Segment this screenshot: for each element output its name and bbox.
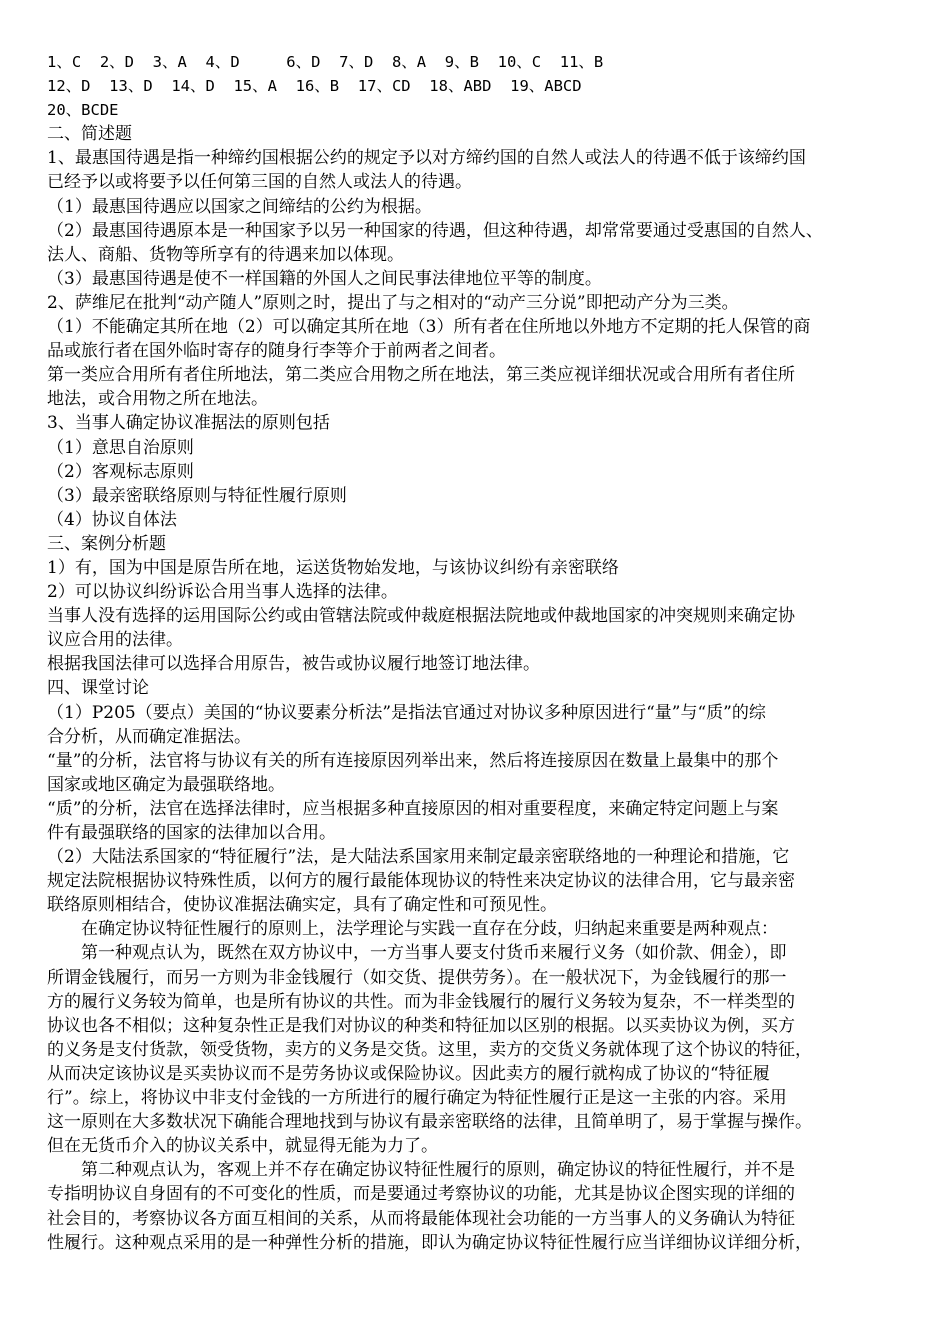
text-line: 已经予以或将要予以任何第三国的自然人或法人的待遇。 bbox=[47, 172, 472, 193]
text-line: 社会目的，考察协议各方面互相间的关系，从而将最能体现社会功能的一方当事人的义务确认为特征 bbox=[47, 1208, 795, 1229]
text-line: 品或旅行者在国外临时寄存的随身行李等介于前两者之间者。 bbox=[47, 341, 506, 362]
text-line: 这一原则在大多数状况下确能合理地找到与协议有最亲密联络的法律，且简单明了，易于掌握与操作。 bbox=[47, 1112, 812, 1133]
text-line: 从而决定该协议是买卖协议而不是劳务协议或保险协议。因此卖方的履行就构成了协议的“特征履 bbox=[47, 1063, 770, 1084]
text-line: （2）最惠国待遇原本是一种国家予以另一种国家的待遇，但这种待遇，却常常要通过受惠国的自然人、 bbox=[47, 220, 823, 241]
text-line: 所谓金钱履行，而另一方则为非金钱履行（如交货、提供劳务）。在一般状况下，为金钱履行的那一 bbox=[47, 967, 787, 988]
text-line: （2）大陆法系国家的“特征履行”法，是大陆法系国家用来制定最亲密联络地的一种理论和措施，它 bbox=[47, 847, 790, 868]
text-line: 但在无货币介入的协议关系中，就显得无能为力了。 bbox=[47, 1136, 438, 1157]
text-line: 2、萨维尼在批判“动产随人”原则之时，提出了与之相对的“动产三分说”即把动产分为三类。 bbox=[47, 292, 739, 313]
text-line: （4）协议自体法 bbox=[47, 509, 177, 530]
text-line: （1）意思自治原则 bbox=[47, 437, 194, 458]
text-line: （1）不能确定其所在地（2）可以确定其所在地（3）所有者在住所地以外地方不定期的托人保管的商 bbox=[47, 317, 811, 338]
text-line: 2）可以协议纠纷诉讼合用当事人选择的法律。 bbox=[47, 582, 398, 603]
text-line: 专指明协议自身固有的不可变化的性质，而是要通过考察协议的功能，尤其是协议企图实现的详细的 bbox=[47, 1184, 795, 1205]
answer-line-1: 1、C 2、D 3、A 4、D 6、D 7、D 8、A 9、B 10、C 11、B bbox=[47, 53, 604, 71]
text-line: “质”的分析，法官在选择法律时，应当根据多种直接原因的相对重要程度，来确定特定问题上与案 bbox=[47, 798, 779, 819]
indented-line: 第二种观点认为，客观上并不存在确定协议特征性履行的原则，确定协议的特征性履行，并不是 bbox=[81, 1160, 795, 1181]
indented-line: 在确定协议特征性履行的原则上，法学理论与实践一直存在分歧，归纳起来重要是两种观点： bbox=[81, 919, 778, 940]
text-line: 3、当事人确定协议准据法的原则包括 bbox=[47, 413, 330, 434]
text-line: 第一类应合用所有者住所地法，第二类应合用物之所在地法，第三类应视详细状况或合用所有者住所 bbox=[47, 365, 795, 386]
text-line: 方的履行义务较为简单，也是所有协议的共性。而为非金钱履行的履行义务较为复杂，不一样类型的 bbox=[47, 991, 795, 1012]
text-line: 当事人没有选择的运用国际公约或由管辖法院或仲裁庭根据法院地或仲裁地国家的冲突规则来确定协 bbox=[47, 606, 795, 627]
text-line: 规定法院根据协议特殊性质，以何方的履行最能体现协议的特性来决定协议的法律合用，它与最亲密 bbox=[47, 871, 795, 892]
text-line: 件有最强联络的国家的法律加以合用。 bbox=[47, 823, 336, 843]
section-heading-short-answer: 二、简述题 bbox=[47, 124, 132, 145]
text-line: 合分析，从而确定准据法。 bbox=[47, 726, 251, 747]
text-line: 行”。综上，将协议中非支付金钱的一方所进行的履行确定为特征性履行正是这一主张的内容。采用 bbox=[47, 1088, 787, 1109]
text-line: “量”的分析，法官将与协议有关的所有连接原因列举出来，然后将连接原因在数量上最集中的那个 bbox=[47, 750, 779, 771]
answer-line-2: 12、D 13、D 14、D 15、A 16、B 17、CD 18、ABD 19、ABCD bbox=[47, 77, 582, 96]
text-line: 1、最惠国待遇是指一种缔约国根据公约的规定予以对方缔约国的自然人或法人的待遇不低于该缔约国 bbox=[47, 148, 806, 169]
text-line: 议应合用的法律。 bbox=[47, 630, 183, 651]
text-line: 根据我国法律可以选择合用原告，被告或协议履行地签订地法律。 bbox=[47, 654, 540, 675]
section-heading-case-analysis: 三、案例分析题 bbox=[47, 533, 166, 554]
text-line: 1）有，国为中国是原告所在地，运送货物始发地，与该协议纠纷有亲密联络 bbox=[47, 557, 619, 578]
text-line: （2）客观标志原则 bbox=[47, 461, 194, 482]
text-line: （1）最惠国待遇应以国家之间缔结的公约为根据。 bbox=[47, 196, 432, 217]
text-line: 地法，或合用物之所在地法。 bbox=[47, 389, 268, 410]
text-line: 协议也各不相似；这种复杂性正是我们对协议的种类和特征加以区别的根据。以买卖协议为例，买方 bbox=[47, 1015, 795, 1036]
answer-line-3: 20、BCDE bbox=[47, 101, 119, 120]
indented-line: 第一种观点认为，既然在双方协议中，一方当事人要支付货币来履行义务（如价款、佣金），即 bbox=[81, 943, 787, 964]
section-heading-class-discussion: 四、课堂讨论 bbox=[47, 678, 149, 699]
text-line: 联络原则相结合，使协议准据法确实定，具有了确定性和可预见性。 bbox=[47, 895, 557, 916]
text-line: 性履行。这种观点采用的是一种弹性分析的措施，即认为确定协议特征性履行应当详细协议详细分析， bbox=[47, 1232, 812, 1253]
text-line: 的义务是支付货款，领受货物，卖方的义务是交货。这里，卖方的交货义务就体现了这个协议的特征， bbox=[47, 1039, 812, 1060]
text-line: （3）最惠国待遇是使不一样国籍的外国人之间民事法律地位平等的制度。 bbox=[47, 268, 602, 289]
text-line: 法人、商船、货物等所享有的待遇来加以体现。 bbox=[47, 244, 404, 265]
text-line: （3）最亲密联络原则与特征性履行原则 bbox=[47, 485, 347, 506]
text-line: 国家或地区确定为最强联络地。 bbox=[47, 774, 285, 795]
document-page bbox=[47, 50, 909, 1255]
text-line: （1）P205（要点）美国的“协议要素分析法”是指法官通过对协议多种原因进行“量”与“质”的综 bbox=[47, 702, 766, 723]
